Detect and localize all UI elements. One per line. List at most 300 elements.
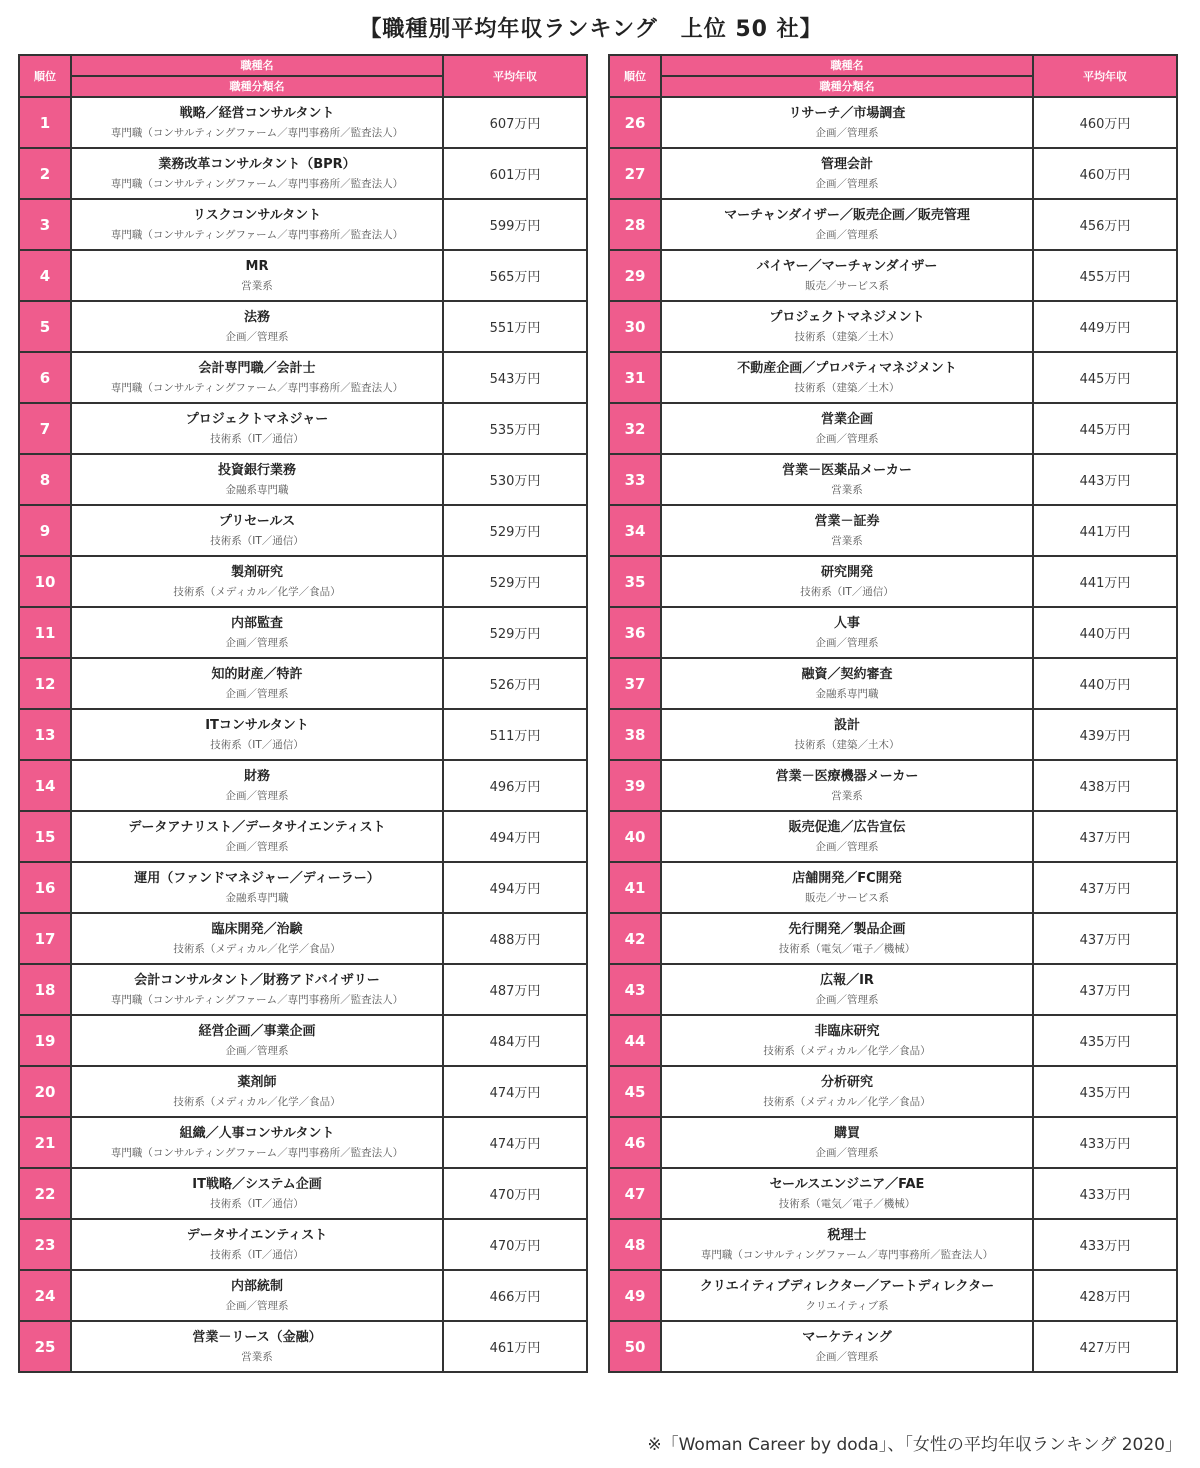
table-row [19, 97, 587, 148]
job-category: 販売／サービス系 [805, 891, 889, 904]
job-cell [71, 1015, 443, 1066]
rank-number: 46 [609, 1117, 661, 1168]
job-category: 営業系 [241, 1350, 273, 1363]
job-name: リスクコンサルタント [192, 207, 322, 223]
job-cell [661, 862, 1033, 913]
job-name: 財務 [243, 768, 270, 784]
header-rank: 順位 [19, 55, 71, 97]
average-salary: 433万円 [1033, 1219, 1177, 1270]
table-row [19, 199, 587, 250]
table-row [19, 1168, 587, 1219]
table-row [609, 1117, 1177, 1168]
job-name: 内部統制 [230, 1278, 283, 1294]
rank-number: 40 [609, 811, 661, 862]
table-row [19, 352, 587, 403]
table-row [609, 556, 1177, 607]
job-name: 会計専門職／会計士 [198, 360, 316, 376]
job-cell [661, 301, 1033, 352]
job-name: 業務改革コンサルタント（BPR） [158, 156, 356, 172]
job-name: 営業－証券 [814, 513, 880, 529]
job-name: マーケティング [802, 1329, 892, 1345]
job-cell [71, 505, 443, 556]
header-rank: 順位 [609, 55, 661, 97]
table-row [609, 403, 1177, 454]
rank-number: 19 [19, 1015, 71, 1066]
average-salary: 488万円 [443, 913, 587, 964]
average-salary: 455万円 [1033, 250, 1177, 301]
average-salary: 440万円 [1033, 658, 1177, 709]
table-row [19, 1321, 587, 1372]
job-name: 非臨床研究 [814, 1023, 880, 1039]
rank-number: 25 [19, 1321, 71, 1372]
rank-number: 38 [609, 709, 661, 760]
average-salary: 529万円 [443, 607, 587, 658]
job-name: データアナリスト／データサイエンティスト [128, 819, 386, 835]
rank-number: 26 [609, 97, 661, 148]
rank-number: 9 [19, 505, 71, 556]
job-category: 技術系（メディカル／化学／食品） [763, 1044, 931, 1057]
average-salary: 427万円 [1033, 1321, 1177, 1372]
job-category: 技術系（IT／通信） [210, 534, 304, 547]
rank-number: 21 [19, 1117, 71, 1168]
job-category: 企画／管理系 [815, 126, 879, 139]
job-category: 金融系専門職 [225, 483, 289, 496]
table-row [609, 148, 1177, 199]
average-salary: 529万円 [443, 505, 587, 556]
average-salary: 494万円 [443, 811, 587, 862]
rank-number: 42 [609, 913, 661, 964]
source-note: ※「Woman Career by doda」、「女性の平均年収ランキング 2020」 [647, 1435, 1182, 1455]
job-category: 販売／サービス系 [805, 279, 889, 292]
rank-number: 1 [19, 97, 71, 148]
table-row [19, 1015, 587, 1066]
rank-number: 22 [19, 1168, 71, 1219]
job-name: プリセールス [218, 513, 296, 529]
rank-number: 45 [609, 1066, 661, 1117]
average-salary: 456万円 [1033, 199, 1177, 250]
job-category: 専門職（コンサルティングファーム／専門事務所／監査法人） [110, 993, 404, 1006]
table-row [609, 913, 1177, 964]
rank-number: 29 [609, 250, 661, 301]
job-category: 企画／管理系 [815, 1350, 879, 1363]
job-cell [71, 658, 443, 709]
job-cell [661, 1117, 1033, 1168]
rank-number: 8 [19, 454, 71, 505]
ranking-table-right [608, 54, 1178, 1373]
job-name: データサイエンティスト [186, 1227, 328, 1243]
job-name: 不動産企画／プロパティマネジメント [737, 360, 957, 376]
job-category: 金融系専門職 [225, 891, 289, 904]
average-salary: 439万円 [1033, 709, 1177, 760]
average-salary: 526万円 [443, 658, 587, 709]
job-name: 製剤研究 [230, 564, 283, 580]
rank-number: 41 [609, 862, 661, 913]
rank-number: 33 [609, 454, 661, 505]
rank-number: 35 [609, 556, 661, 607]
table-row [609, 862, 1177, 913]
job-cell [661, 97, 1033, 148]
job-category: 技術系（IT／通信） [210, 432, 304, 445]
average-salary: 441万円 [1033, 556, 1177, 607]
job-category: 技術系（メディカル／化学／食品） [173, 942, 341, 955]
job-cell [661, 1270, 1033, 1321]
table-row [19, 709, 587, 760]
job-name: バイヤー／マーチャンダイザー [756, 258, 938, 274]
rank-number: 18 [19, 964, 71, 1015]
rank-number: 3 [19, 199, 71, 250]
average-salary: 428万円 [1033, 1270, 1177, 1321]
rank-number: 50 [609, 1321, 661, 1372]
job-category: 技術系（IT／通信） [210, 1248, 304, 1261]
job-category: 技術系（IT／通信） [800, 585, 894, 598]
job-name: セールスエンジニア／FAE [769, 1176, 925, 1192]
header-salary: 平均年収 [443, 55, 587, 97]
average-salary: 440万円 [1033, 607, 1177, 658]
job-category: 企画／管理系 [225, 636, 289, 649]
table-row [19, 250, 587, 301]
table-row [609, 301, 1177, 352]
average-salary: 435万円 [1033, 1015, 1177, 1066]
table-row [19, 556, 587, 607]
table-row [609, 1168, 1177, 1219]
job-category: 企画／管理系 [815, 228, 879, 241]
job-cell [71, 811, 443, 862]
job-name: 営業－医薬品メーカー [782, 462, 912, 478]
job-cell [71, 1219, 443, 1270]
table-row [609, 505, 1177, 556]
job-name: 営業－医療機器メーカー [775, 768, 919, 784]
average-salary: 438万円 [1033, 760, 1177, 811]
job-name: マーチャンダイザー／販売企画／販売管理 [724, 207, 970, 223]
job-name: 経営企画／事業企画 [198, 1023, 316, 1039]
job-cell [71, 148, 443, 199]
job-category: 技術系（建築／土木） [794, 330, 900, 343]
job-category: 企画／管理系 [225, 330, 289, 343]
job-name: 広報／IR [820, 972, 874, 988]
job-cell [71, 352, 443, 403]
table-row [19, 454, 587, 505]
average-salary: 437万円 [1033, 964, 1177, 1015]
job-category: 企画／管理系 [225, 1044, 289, 1057]
table-row [609, 352, 1177, 403]
job-name: 組織／人事コンサルタント [179, 1125, 335, 1141]
average-salary: 437万円 [1033, 913, 1177, 964]
rank-number: 24 [19, 1270, 71, 1321]
rank-number: 47 [609, 1168, 661, 1219]
table-row [19, 913, 587, 964]
table-row [19, 1270, 587, 1321]
average-salary: 445万円 [1033, 403, 1177, 454]
table-row [19, 1219, 587, 1270]
table-row [609, 199, 1177, 250]
job-name: MR [245, 258, 269, 274]
average-salary: 599万円 [443, 199, 587, 250]
job-category: 企画／管理系 [225, 789, 289, 802]
average-salary: 466万円 [443, 1270, 587, 1321]
job-category: 技術系（メディカル／化学／食品） [763, 1095, 931, 1108]
rank-number: 10 [19, 556, 71, 607]
job-cell [661, 709, 1033, 760]
job-category: 技術系（IT／通信） [210, 1197, 304, 1210]
job-cell [71, 97, 443, 148]
job-category: 技術系（メディカル／化学／食品） [173, 585, 341, 598]
rank-number: 39 [609, 760, 661, 811]
job-name: 先行開発／製品企画 [788, 921, 906, 937]
job-category: 技術系（電気／電子／機械） [778, 942, 916, 955]
job-name: プロジェクトマネジメント [769, 309, 925, 325]
job-cell [661, 658, 1033, 709]
table-row [609, 811, 1177, 862]
job-name: 販売促進／広告宣伝 [788, 819, 906, 835]
table-row [609, 1015, 1177, 1066]
job-cell [661, 811, 1033, 862]
table-row [609, 1321, 1177, 1372]
table-row [19, 1117, 587, 1168]
job-cell [71, 913, 443, 964]
table-row [19, 505, 587, 556]
rank-number: 15 [19, 811, 71, 862]
job-category: クリエイティブ系 [805, 1299, 889, 1312]
table-row [19, 964, 587, 1015]
table-row [19, 607, 587, 658]
job-cell [71, 250, 443, 301]
average-salary: 535万円 [443, 403, 587, 454]
average-salary: 443万円 [1033, 454, 1177, 505]
average-salary: 551万円 [443, 301, 587, 352]
job-category: 企画／管理系 [815, 840, 879, 853]
rank-number: 49 [609, 1270, 661, 1321]
rank-number: 27 [609, 148, 661, 199]
job-cell [71, 1117, 443, 1168]
job-cell [661, 403, 1033, 454]
ranking-table-left [18, 54, 588, 1373]
average-salary: 529万円 [443, 556, 587, 607]
rank-number: 14 [19, 760, 71, 811]
average-salary: 530万円 [443, 454, 587, 505]
job-cell [71, 1168, 443, 1219]
job-name: 運用（ファンドマネジャー／ディーラー） [134, 870, 380, 886]
table-row [609, 97, 1177, 148]
header-category: 職種分類名 [71, 76, 443, 97]
job-cell [661, 913, 1033, 964]
rank-number: 2 [19, 148, 71, 199]
job-category: 専門職（コンサルティングファーム／専門事務所／監査法人） [110, 228, 404, 241]
rank-number: 17 [19, 913, 71, 964]
job-category: 企画／管理系 [815, 432, 879, 445]
average-salary: 474万円 [443, 1066, 587, 1117]
job-name: 研究開発 [820, 564, 873, 580]
job-cell [661, 760, 1033, 811]
header-job-name: 職種名 [661, 55, 1033, 76]
table-row [609, 760, 1177, 811]
average-salary: 496万円 [443, 760, 587, 811]
average-salary: 543万円 [443, 352, 587, 403]
job-cell [71, 709, 443, 760]
rank-number: 48 [609, 1219, 661, 1270]
job-cell [661, 556, 1033, 607]
average-salary: 601万円 [443, 148, 587, 199]
average-salary: 441万円 [1033, 505, 1177, 556]
job-name: 管理会計 [820, 156, 873, 172]
average-salary: 460万円 [1033, 97, 1177, 148]
job-category: 営業系 [241, 279, 273, 292]
average-salary: 474万円 [443, 1117, 587, 1168]
rank-number: 20 [19, 1066, 71, 1117]
job-category: 企画／管理系 [815, 993, 879, 1006]
job-category: 専門職（コンサルティングファーム／専門事務所／監査法人） [110, 1146, 404, 1159]
rank-number: 34 [609, 505, 661, 556]
job-name: 営業企画 [820, 411, 873, 427]
job-cell [661, 199, 1033, 250]
job-cell [71, 1321, 443, 1372]
job-name: リサーチ／市場調査 [788, 105, 906, 121]
job-category: 技術系（建築／土木） [794, 738, 900, 751]
table-row [19, 658, 587, 709]
job-name: 知的財産／特許 [211, 666, 303, 682]
rank-number: 31 [609, 352, 661, 403]
job-cell [661, 148, 1033, 199]
job-category: 企画／管理系 [815, 1146, 879, 1159]
job-cell [71, 556, 443, 607]
average-salary: 511万円 [443, 709, 587, 760]
job-category: 専門職（コンサルティングファーム／専門事務所／監査法人） [110, 381, 404, 394]
rank-number: 6 [19, 352, 71, 403]
job-cell [71, 964, 443, 1015]
table-row [609, 709, 1177, 760]
job-name: 営業－リース（金融） [192, 1329, 322, 1345]
job-name: 臨床開発／治験 [211, 921, 303, 937]
job-category: 技術系（建築／土木） [794, 381, 900, 394]
job-cell [661, 352, 1033, 403]
job-category: 企画／管理系 [225, 687, 289, 700]
job-cell [661, 1015, 1033, 1066]
rank-number: 4 [19, 250, 71, 301]
job-cell [71, 1066, 443, 1117]
job-cell [71, 862, 443, 913]
job-category: 技術系（メディカル／化学／食品） [173, 1095, 341, 1108]
header-job-name: 職種名 [71, 55, 443, 76]
job-cell [661, 1219, 1033, 1270]
job-category: 専門職（コンサルティングファーム／専門事務所／監査法人） [700, 1248, 994, 1261]
job-category: 企画／管理系 [815, 636, 879, 649]
rank-number: 28 [609, 199, 661, 250]
job-name: 薬剤師 [237, 1074, 277, 1090]
rank-number: 11 [19, 607, 71, 658]
job-name: 店舗開発／FC開発 [792, 870, 902, 886]
job-category: 営業系 [831, 483, 863, 496]
table-row [19, 862, 587, 913]
average-salary: 435万円 [1033, 1066, 1177, 1117]
table-row [609, 1219, 1177, 1270]
page-title: 【職種別平均年収ランキング 上位 50 社】 [359, 17, 823, 42]
job-name: プロジェクトマネジャー [185, 411, 329, 427]
job-name: ITコンサルタント [205, 717, 309, 733]
average-salary: 487万円 [443, 964, 587, 1015]
job-name: 融資／契約審査 [801, 666, 893, 682]
rank-number: 36 [609, 607, 661, 658]
job-cell [661, 454, 1033, 505]
average-salary: 461万円 [443, 1321, 587, 1372]
header-salary: 平均年収 [1033, 55, 1177, 97]
job-cell [661, 1321, 1033, 1372]
rank-number: 44 [609, 1015, 661, 1066]
average-salary: 449万円 [1033, 301, 1177, 352]
average-salary: 445万円 [1033, 352, 1177, 403]
average-salary: 494万円 [443, 862, 587, 913]
job-name: 内部監査 [230, 615, 283, 631]
job-cell [661, 607, 1033, 658]
rank-number: 7 [19, 403, 71, 454]
average-salary: 437万円 [1033, 811, 1177, 862]
job-name: 会計コンサルタント／財務アドバイザリー [134, 972, 380, 988]
table-row [609, 1270, 1177, 1321]
table-row [609, 1066, 1177, 1117]
job-cell [661, 1066, 1033, 1117]
job-category: 専門職（コンサルティングファーム／専門事務所／監査法人） [110, 177, 404, 190]
rank-number: 12 [19, 658, 71, 709]
table-row [609, 250, 1177, 301]
job-cell [661, 505, 1033, 556]
job-category: 企画／管理系 [225, 1299, 289, 1312]
rank-number: 13 [19, 709, 71, 760]
job-cell [71, 760, 443, 811]
rank-number: 5 [19, 301, 71, 352]
rank-number: 32 [609, 403, 661, 454]
table-row [19, 811, 587, 862]
job-category: 営業系 [831, 789, 863, 802]
table-row [609, 454, 1177, 505]
average-salary: 470万円 [443, 1219, 587, 1270]
table-row [609, 964, 1177, 1015]
rank-number: 23 [19, 1219, 71, 1270]
job-name: 人事 [833, 615, 860, 631]
table-row [609, 607, 1177, 658]
average-salary: 607万円 [443, 97, 587, 148]
job-cell [661, 250, 1033, 301]
header-category: 職種分類名 [661, 76, 1033, 97]
average-salary: 565万円 [443, 250, 587, 301]
table-row [19, 403, 587, 454]
job-category: 企画／管理系 [815, 177, 879, 190]
job-name: クリエイティブディレクター／アートディレクター [699, 1278, 995, 1294]
table-row [19, 148, 587, 199]
job-cell [71, 301, 443, 352]
job-name: 購買 [833, 1125, 860, 1141]
job-category: 営業系 [831, 534, 863, 547]
rank-number: 37 [609, 658, 661, 709]
rank-number: 16 [19, 862, 71, 913]
table-row [609, 658, 1177, 709]
job-name: 投資銀行業務 [217, 462, 296, 478]
job-name: IT戦略／システム企画 [192, 1176, 322, 1192]
job-cell [71, 454, 443, 505]
average-salary: 460万円 [1033, 148, 1177, 199]
table-row [19, 1066, 587, 1117]
job-name: 戦略／経営コンサルタント [179, 105, 335, 121]
job-cell [661, 1168, 1033, 1219]
job-cell [71, 607, 443, 658]
job-category: 技術系（IT／通信） [210, 738, 304, 751]
job-name: 税理士 [827, 1227, 867, 1243]
job-cell [71, 1270, 443, 1321]
job-category: 企画／管理系 [225, 840, 289, 853]
job-name: 設計 [833, 717, 860, 733]
average-salary: 484万円 [443, 1015, 587, 1066]
job-category: 専門職（コンサルティングファーム／専門事務所／監査法人） [110, 126, 404, 139]
job-category: 技術系（電気／電子／機械） [778, 1197, 916, 1210]
average-salary: 433万円 [1033, 1168, 1177, 1219]
table-row [19, 301, 587, 352]
